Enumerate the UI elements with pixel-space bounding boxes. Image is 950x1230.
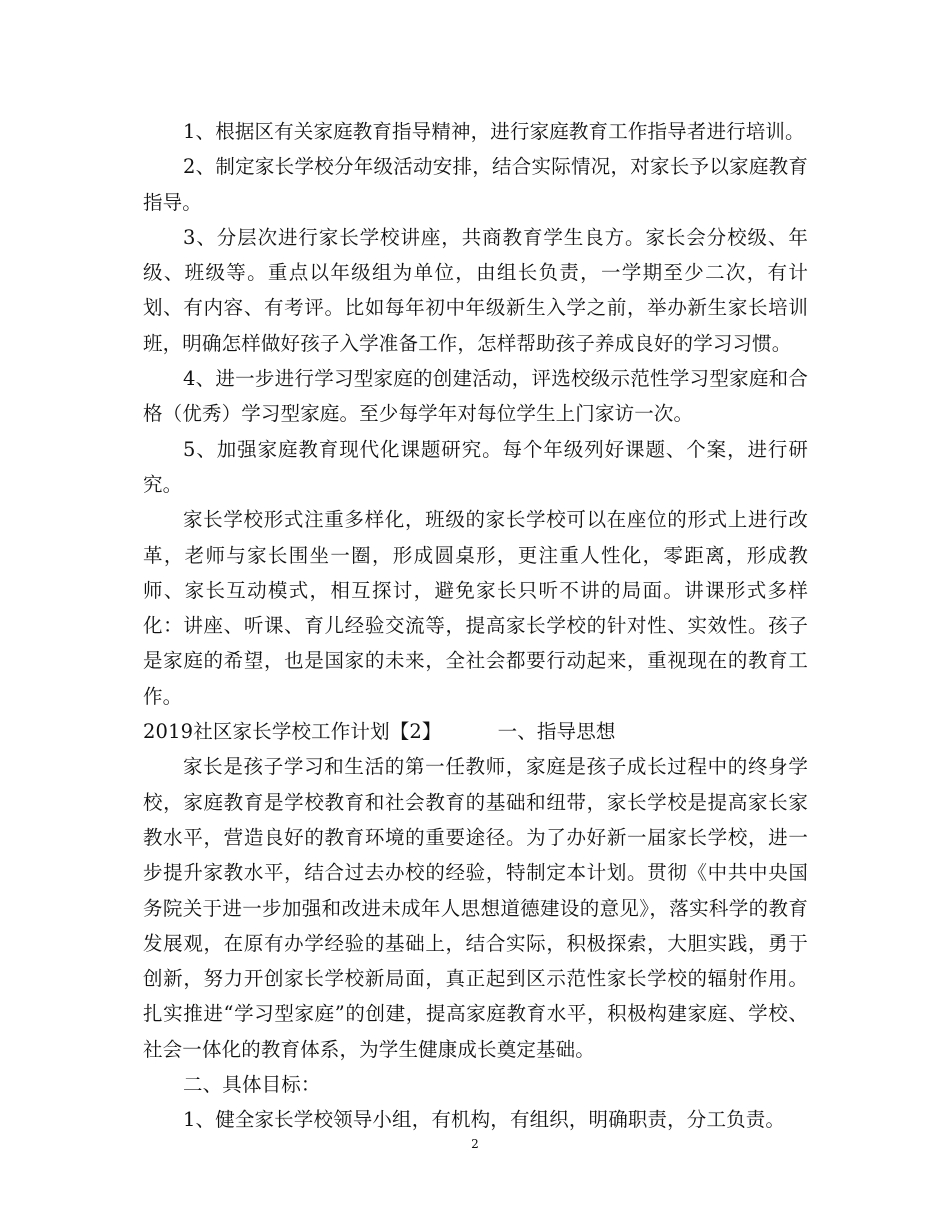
section-heading [143, 714, 808, 749]
paragraph-guiding-thought: 家长是孩子学习和生活的第一任教师，家庭是孩子成长过程中的终身学校，家庭教育是学校教育和社会教育的基础和纽带，家长学校是提高家长家教水平，营造良好的教育环境的重要途径。为了办好新一届家长学校，进一步提升家教水平，结合过去办校的经验，特制定本计划。贯彻《中共中央国务院关于进一步加强和改进未成年人思想道德建设的意见》，落实科学的教育发展观，在原有办学经验的基础上，结合实际，积极探索，大胆实践，勇于创新，努力开创家长学校新局面，真正起到区示范性家长学校的辐射作用。扎实推进“学习型家庭”的创建，提高家庭教育水平，积极构建家庭、学校、社会一体化的教育体系，为学生健康成长奠定基础。 [143, 755, 808, 1061]
paragraph-goal-1: 1、健全家长学校领导小组，有机构，有组织，明确职责，分工负责。 [183, 1108, 786, 1132]
paragraph-item-3: 3、分层次进行家长学校讲座，共商教育学生良方。家长会分校级、年级、班级等。重点以年级组为单位，由组长负责，一学期至少二次，有计划、有内容、有考评。比如每年初中年级新生入学之前，举办新生家长培训班，明确怎样做好孩子入学准备工作，怎样帮助孩子养成良好的学习习惯。 [143, 225, 808, 355]
paragraph-goals-heading: 二、具体目标： [183, 1073, 321, 1097]
section-subtitle: 一、指导思想 [497, 720, 616, 744]
page-number: 2 [471, 1137, 479, 1151]
paragraph-format: 家长学校形式注重多样化，班级的家长学校可以在座位的形式上进行改革，老师与家长围坐一圈，形成圆桌形，更注重人性化，零距离，形成教师、家长互动模式，相互探讨，避免家长只听不讲的局面。讲课形式多样化：讲座、听课、育儿经验交流等，提高家长学校的针对性、实效性。孩子是家庭的希望，也是国家的未来，全社会都要行动起来，重视现在的教育工作。 [143, 508, 808, 708]
paragraph-item-4: 4、进一步进行学习型家庭的创建活动，评选校级示范性学习型家庭和合格（优秀）学习型家庭。至少每学年对每位学生上门家访一次。 [143, 367, 808, 426]
paragraph-item-1: 1、根据区有关家庭教育指导精神，进行家庭教育工作指导者进行培训。 [183, 120, 805, 143]
document-body [143, 114, 808, 1138]
paragraph-item-5: 5、加强家庭教育现代化课题研究。每个年级列好课题、个案，进行研究。 [143, 437, 808, 496]
section-title: 2019社区家长学校工作计划【2】 [143, 720, 442, 744]
paragraph-item-2: 2、制定家长学校分年级活动安排，结合实际情况，对家长予以家庭教育指导。 [143, 155, 808, 214]
